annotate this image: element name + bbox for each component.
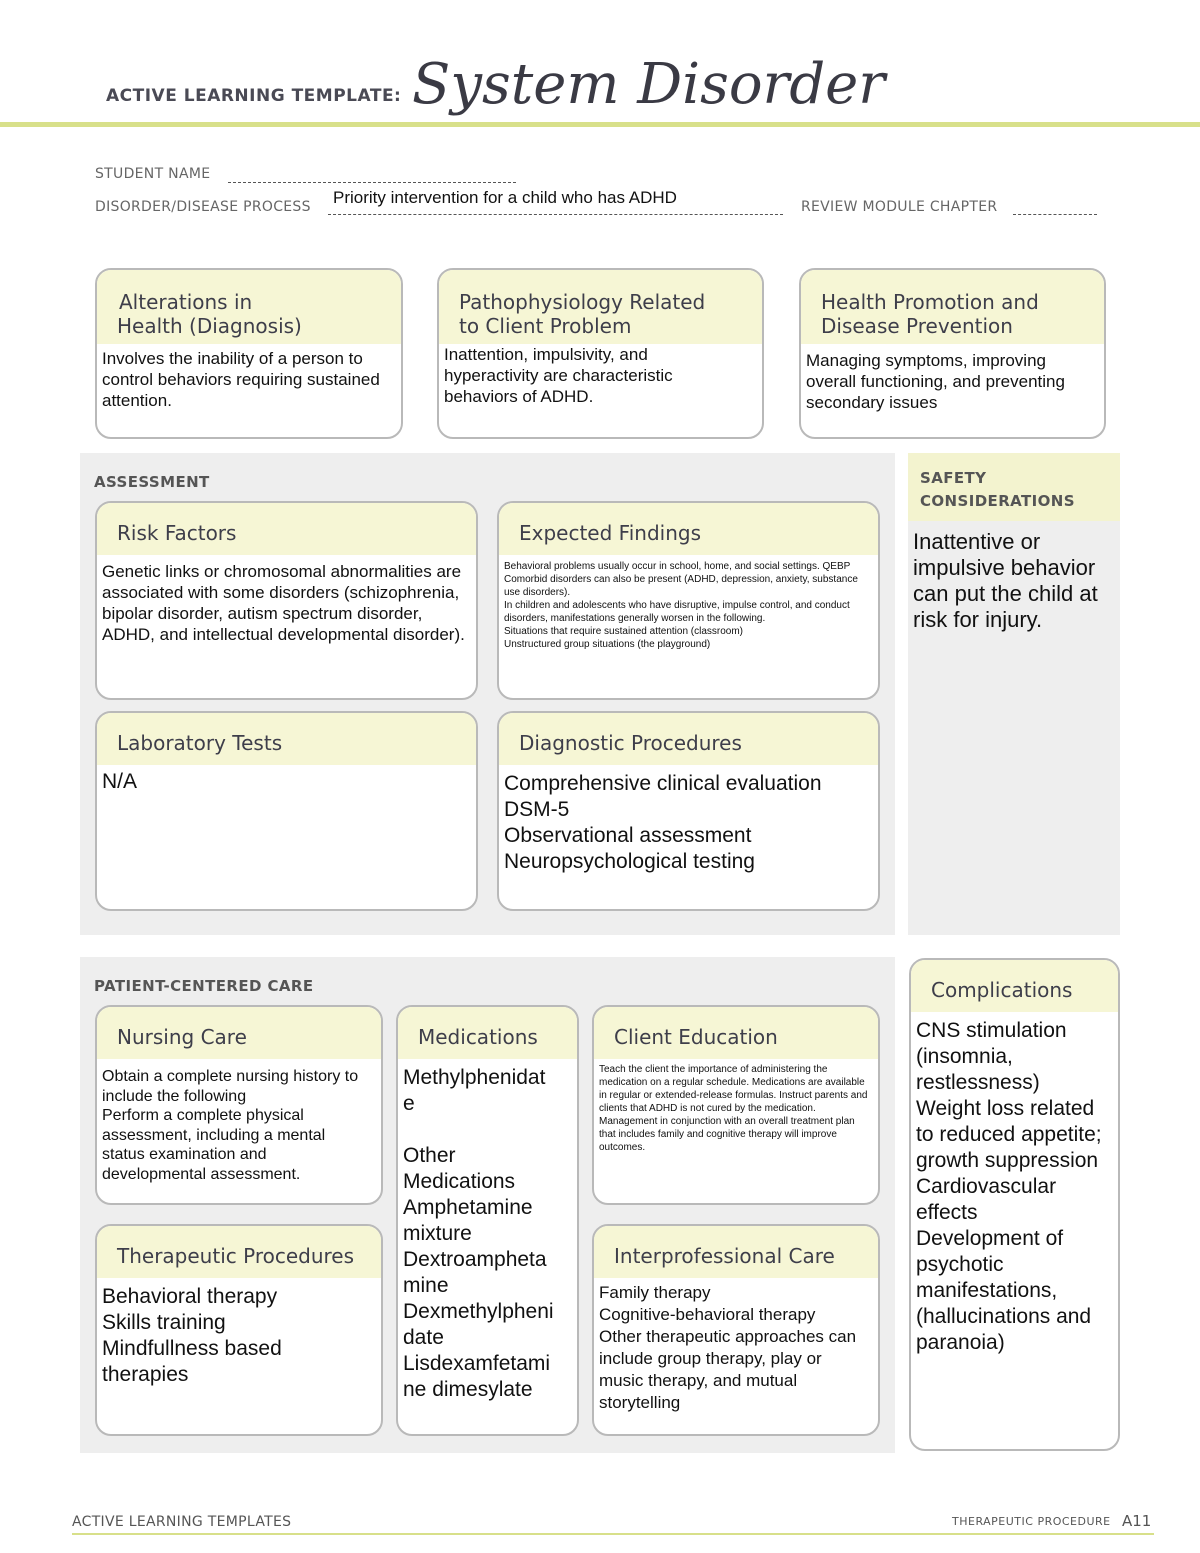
- diagnostic-line: Neuropsychological testing: [504, 850, 755, 873]
- complications-box: [909, 958, 1120, 1451]
- complication-line: Cardiovascular effects: [916, 1175, 1057, 1224]
- client-education-header: Client Education: [594, 1007, 878, 1059]
- therapeutic-line: therapies: [102, 1363, 189, 1386]
- laboratory-tests-header: Laboratory Tests: [97, 713, 476, 765]
- expected-findings-box: [497, 501, 880, 700]
- health-promotion-body: Managing symptoms, improving overall functioning, and preventing secondary issues: [806, 351, 1065, 412]
- expected-findings-line: In children and adolescents who have disruptive, impulse control, and conduct disorders, manifestations generally worsen in the following.: [504, 600, 850, 624]
- health-promotion-header: [801, 270, 1104, 344]
- diagnostic-procedures-box: [497, 711, 880, 911]
- pathophysiology-box: [437, 268, 764, 439]
- medication-line: ne dimesylate: [403, 1378, 533, 1401]
- medications-header: Medications: [398, 1007, 577, 1059]
- review-module-field[interactable]: [1013, 214, 1097, 215]
- medication-line: mixture: [403, 1222, 472, 1245]
- nursing-care-box: [95, 1005, 383, 1205]
- therapeutic-line: Skills training: [102, 1311, 226, 1334]
- risk-factors-body: Genetic links or chromosomal abnormalities are associated with some disorders (schizophrenia, bipolar disorder, autism spectrum disorder, ADHD, and intellectual developmental disorder).: [102, 562, 465, 644]
- interprofessional-care-body: [594, 1278, 878, 1420]
- footer-divider: [72, 1533, 1154, 1535]
- therapeutic-line: Mindfullness based: [102, 1337, 282, 1360]
- disorder-label: DISORDER/DISEASE PROCESS: [95, 199, 311, 215]
- health-promotion-title-line1: Health Promotion and: [821, 290, 1039, 314]
- footer-left: ACTIVE LEARNING TEMPLATES: [72, 1514, 292, 1530]
- alterations-body: Involves the inability of a person to control behaviors requiring sustained attention.: [102, 349, 380, 410]
- therapeutic-procedures-header: Therapeutic Procedures: [97, 1226, 381, 1278]
- risk-factors-box: [95, 501, 478, 700]
- medication-line: Amphetamine: [403, 1196, 533, 1219]
- pathophysiology-title-line1: Pathophysiology Related: [459, 290, 706, 314]
- interprofessional-line: Cognitive-behavioral therapy: [599, 1305, 816, 1324]
- safety-title-line1: SAFETY: [920, 469, 987, 487]
- therapeutic-line: Behavioral therapy: [102, 1285, 278, 1308]
- medication-line: Lisdexamfetami: [403, 1352, 551, 1375]
- template-label: ACTIVE LEARNING TEMPLATE:: [106, 86, 402, 106]
- safety-header: [908, 453, 1120, 521]
- page-title: System Disorder: [412, 52, 886, 117]
- nursing-care-line: Perform a complete physical assessment, including a mental status examination and developmental assessment.: [102, 1107, 326, 1183]
- diagnostic-line: Observational assessment: [504, 824, 752, 847]
- medication-line: Other: [403, 1144, 456, 1167]
- medication-line: date: [403, 1326, 444, 1349]
- laboratory-tests-box: [95, 711, 478, 911]
- nursing-care-body: [97, 1059, 381, 1190]
- footer-right: THERAPEUTIC PROCEDURE: [952, 1515, 1111, 1528]
- client-education-box: [592, 1005, 880, 1205]
- health-promotion-title-line2: Disease Prevention: [821, 314, 1013, 338]
- medications-box: [396, 1005, 579, 1436]
- complication-line: Weight loss related to reduced appetite; growth suppression: [916, 1097, 1102, 1172]
- client-education-body: Teach the client the importance of administering the medication on a regular schedule. Medications are available in regular or extended-release formulas. Instruct parents and clients that ADHD is not cured by the medication. Management in conjunction with an overall treatment plan that includes family and cognitive therapy will improve outcomes.: [599, 1064, 868, 1153]
- expected-findings-line: Comorbid disorders can also be present (ADHD, depression, anxiety, substance use disorders).: [504, 574, 858, 598]
- disorder-value: Priority intervention for a child who has ADHD: [333, 188, 677, 207]
- complication-line: CNS stimulation (insomnia, restlessness): [916, 1019, 1067, 1094]
- pathophysiology-header: [439, 270, 762, 344]
- safety-title-line2: CONSIDERATIONS: [920, 492, 1075, 510]
- therapeutic-procedures-body: [97, 1278, 381, 1394]
- diagnostic-procedures-body: [499, 765, 878, 881]
- header-divider: [0, 122, 1200, 127]
- disorder-field[interactable]: [328, 214, 783, 215]
- safety-body: Inattentive or impulsive behavior can put the child at risk for injury.: [913, 529, 1098, 632]
- pathophysiology-title-line2: to Client Problem: [459, 314, 632, 338]
- complications-header: Complications: [911, 960, 1118, 1012]
- diagnostic-procedures-header: Diagnostic Procedures: [499, 713, 878, 765]
- assessment-title: ASSESSMENT: [94, 473, 210, 491]
- review-module-label: REVIEW MODULE CHAPTER: [801, 199, 998, 215]
- nursing-care-header: Nursing Care: [97, 1007, 381, 1059]
- nursing-care-line: Obtain a complete nursing history to include the following: [102, 1068, 359, 1105]
- page-number: A11: [1122, 1512, 1152, 1530]
- diagnostic-line: Comprehensive clinical evaluation: [504, 772, 822, 795]
- interprofessional-care-header: Interprofessional Care: [594, 1226, 878, 1278]
- interprofessional-line: Other therapeutic approaches can include group therapy, play or music therapy, and mutual storytelling: [599, 1327, 857, 1412]
- alterations-title-line2: Health (Diagnosis): [117, 314, 302, 338]
- therapeutic-procedures-box: [95, 1224, 383, 1436]
- interprofessional-care-box: [592, 1224, 880, 1436]
- expected-findings-line: Situations that require sustained attention (classroom): [504, 626, 744, 637]
- expected-findings-line: Unstructured group situations (the playground): [504, 639, 711, 650]
- medication-line: Medications: [403, 1170, 516, 1193]
- patient-care-title: PATIENT-CENTERED CARE: [94, 977, 314, 995]
- risk-factors-header: Risk Factors: [97, 503, 476, 555]
- expected-findings-body: [499, 555, 878, 657]
- medication-line: mine: [403, 1274, 449, 1297]
- complications-body: [911, 1012, 1118, 1362]
- expected-findings-header: Expected Findings: [499, 503, 878, 555]
- medication-line: [403, 1117, 571, 1143]
- medication-line: Dexmethylpheni: [403, 1300, 554, 1323]
- pathophysiology-body: Inattention, impulsivity, and hyperactivity are characteristic behaviors of ADHD.: [444, 345, 673, 406]
- medication-line: e: [403, 1092, 415, 1115]
- student-name-label: STUDENT NAME: [95, 166, 211, 182]
- medication-line: Methylphenidat: [403, 1066, 546, 1089]
- alterations-header: [97, 270, 401, 344]
- diagnostic-line: DSM-5: [504, 798, 570, 821]
- laboratory-tests-body: N/A: [102, 770, 138, 793]
- alterations-title-line1: Alterations in: [119, 290, 253, 314]
- medication-line: Dextroampheta: [403, 1248, 547, 1271]
- expected-findings-line: Behavioral problems usually occur in school, home, and social settings. QEBP: [504, 561, 851, 572]
- student-name-field[interactable]: [228, 182, 516, 183]
- interprofessional-line: Family therapy: [599, 1283, 711, 1302]
- health-promotion-box: [799, 268, 1106, 439]
- safety-panel: [908, 453, 1120, 935]
- alterations-box: [95, 268, 403, 439]
- medications-body: [398, 1059, 577, 1409]
- complication-line: Development of psychotic manifestations, (hallucinations and paranoia): [916, 1227, 1092, 1354]
